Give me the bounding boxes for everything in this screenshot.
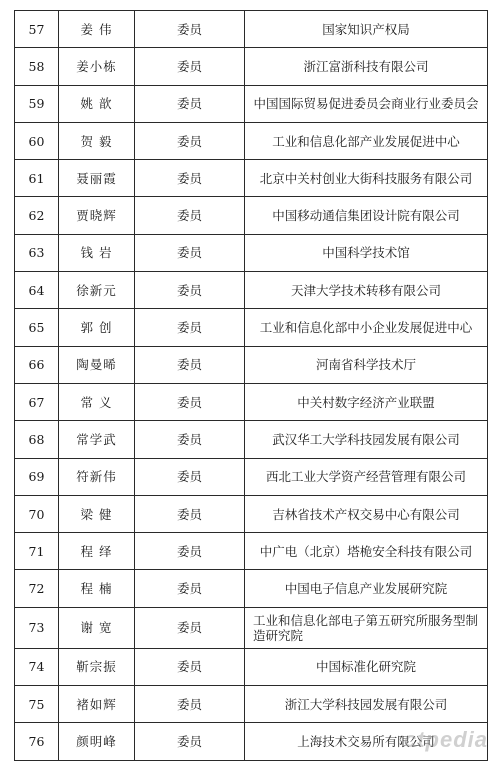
row-number: 58 xyxy=(15,48,59,85)
table-row xyxy=(15,607,488,648)
member-role: 委员 xyxy=(135,570,245,607)
row-number: 62 xyxy=(15,197,59,234)
member-organization: 中国标准化研究院 xyxy=(245,648,488,685)
table-row xyxy=(15,309,488,346)
member-name: 梁 健 xyxy=(59,495,135,532)
member-organization: 中国电子信息产业发展研究院 xyxy=(245,570,488,607)
table-row xyxy=(15,272,488,309)
row-number: 70 xyxy=(15,495,59,532)
member-role: 委员 xyxy=(135,458,245,495)
member-organization: 工业和信息化部中小企业发展促进中心 xyxy=(245,309,488,346)
member-role: 委员 xyxy=(135,85,245,122)
table-row xyxy=(15,197,488,234)
table-row xyxy=(15,234,488,271)
member-name: 姜 伟 xyxy=(59,11,135,48)
member-name: 常 义 xyxy=(59,383,135,420)
table-row xyxy=(15,85,488,122)
row-number: 76 xyxy=(15,723,59,760)
member-name: 陶曼晞 xyxy=(59,346,135,383)
table-row xyxy=(15,458,488,495)
member-role: 委员 xyxy=(135,11,245,48)
row-number: 69 xyxy=(15,458,59,495)
member-organization: 上海技术交易所有限公司 xyxy=(245,723,488,760)
row-number: 65 xyxy=(15,309,59,346)
row-number: 63 xyxy=(15,234,59,271)
member-name: 郭 创 xyxy=(59,309,135,346)
member-organization: 河南省科学技术厅 xyxy=(245,346,488,383)
member-name: 钱 岩 xyxy=(59,234,135,271)
member-role: 委员 xyxy=(135,197,245,234)
member-organization: 武汉华工大学科技园发展有限公司 xyxy=(245,421,488,458)
member-organization: 工业和信息化部产业发展促进中心 xyxy=(245,122,488,159)
member-role: 委员 xyxy=(135,48,245,85)
table-row xyxy=(15,686,488,723)
row-number: 66 xyxy=(15,346,59,383)
watermark-logo: ctpedia xyxy=(403,727,488,752)
row-number: 60 xyxy=(15,122,59,159)
member-name: 姜小栋 xyxy=(59,48,135,85)
row-number: 75 xyxy=(15,686,59,723)
member-role: 委员 xyxy=(135,272,245,309)
member-organization: 工业和信息化部电子第五研究所服务型制造研究院 xyxy=(245,607,488,648)
member-role: 委员 xyxy=(135,122,245,159)
member-organization: 中关村数字经济产业联盟 xyxy=(245,383,488,420)
member-role: 委员 xyxy=(135,648,245,685)
member-name: 贾晓辉 xyxy=(59,197,135,234)
row-number: 61 xyxy=(15,160,59,197)
member-organization: 中广电（北京）塔桅安全科技有限公司 xyxy=(245,533,488,570)
table-row xyxy=(15,421,488,458)
member-role: 委员 xyxy=(135,607,245,648)
table-row xyxy=(15,533,488,570)
member-organization: 浙江大学科技园发展有限公司 xyxy=(245,686,488,723)
member-organization: 中国国际贸易促进委员会商业行业委员会 xyxy=(245,85,488,122)
row-number: 74 xyxy=(15,648,59,685)
member-organization: 中国科学技术馆 xyxy=(245,234,488,271)
member-name: 常学武 xyxy=(59,421,135,458)
table-row xyxy=(15,648,488,685)
member-role: 委员 xyxy=(135,533,245,570)
member-organization: 中国移动通信集团设计院有限公司 xyxy=(245,197,488,234)
row-number: 72 xyxy=(15,570,59,607)
member-role: 委员 xyxy=(135,234,245,271)
member-role: 委员 xyxy=(135,383,245,420)
member-name: 符新伟 xyxy=(59,458,135,495)
member-organization: 西北工业大学资产经营管理有限公司 xyxy=(245,458,488,495)
row-number: 73 xyxy=(15,607,59,648)
member-organization: 浙江富浙科技有限公司 xyxy=(245,48,488,85)
member-organization: 北京中关村创业大街科技服务有限公司 xyxy=(245,160,488,197)
member-organization: 天津大学技术转移有限公司 xyxy=(245,272,488,309)
row-number: 64 xyxy=(15,272,59,309)
member-role: 委员 xyxy=(135,346,245,383)
table-row xyxy=(15,122,488,159)
member-role: 委员 xyxy=(135,160,245,197)
member-name: 程 绎 xyxy=(59,533,135,570)
row-number: 67 xyxy=(15,383,59,420)
member-name: 聂丽霞 xyxy=(59,160,135,197)
member-role: 委员 xyxy=(135,495,245,532)
table-row xyxy=(15,11,488,48)
member-name: 徐新元 xyxy=(59,272,135,309)
member-organization: 吉林省技术产权交易中心有限公司 xyxy=(245,495,488,532)
table-row xyxy=(15,495,488,532)
member-table-body xyxy=(15,11,488,761)
member-organization: 国家知识产权局 xyxy=(245,11,488,48)
table-row xyxy=(15,383,488,420)
row-number: 68 xyxy=(15,421,59,458)
member-name: 贺 毅 xyxy=(59,122,135,159)
member-name: 褚如辉 xyxy=(59,686,135,723)
member-role: 委员 xyxy=(135,686,245,723)
member-role: 委员 xyxy=(135,421,245,458)
member-name: 姚 歆 xyxy=(59,85,135,122)
member-role: 委员 xyxy=(135,723,245,760)
member-table xyxy=(14,10,488,761)
member-name: 程 楠 xyxy=(59,570,135,607)
member-role: 委员 xyxy=(135,309,245,346)
member-name: 靳宗振 xyxy=(59,648,135,685)
row-number: 71 xyxy=(15,533,59,570)
row-number: 57 xyxy=(15,11,59,48)
row-number: 59 xyxy=(15,85,59,122)
table-row xyxy=(15,48,488,85)
table-row xyxy=(15,346,488,383)
table-row xyxy=(15,160,488,197)
table-row xyxy=(15,570,488,607)
member-name: 谢 宽 xyxy=(59,607,135,648)
member-name: 颜明峰 xyxy=(59,723,135,760)
